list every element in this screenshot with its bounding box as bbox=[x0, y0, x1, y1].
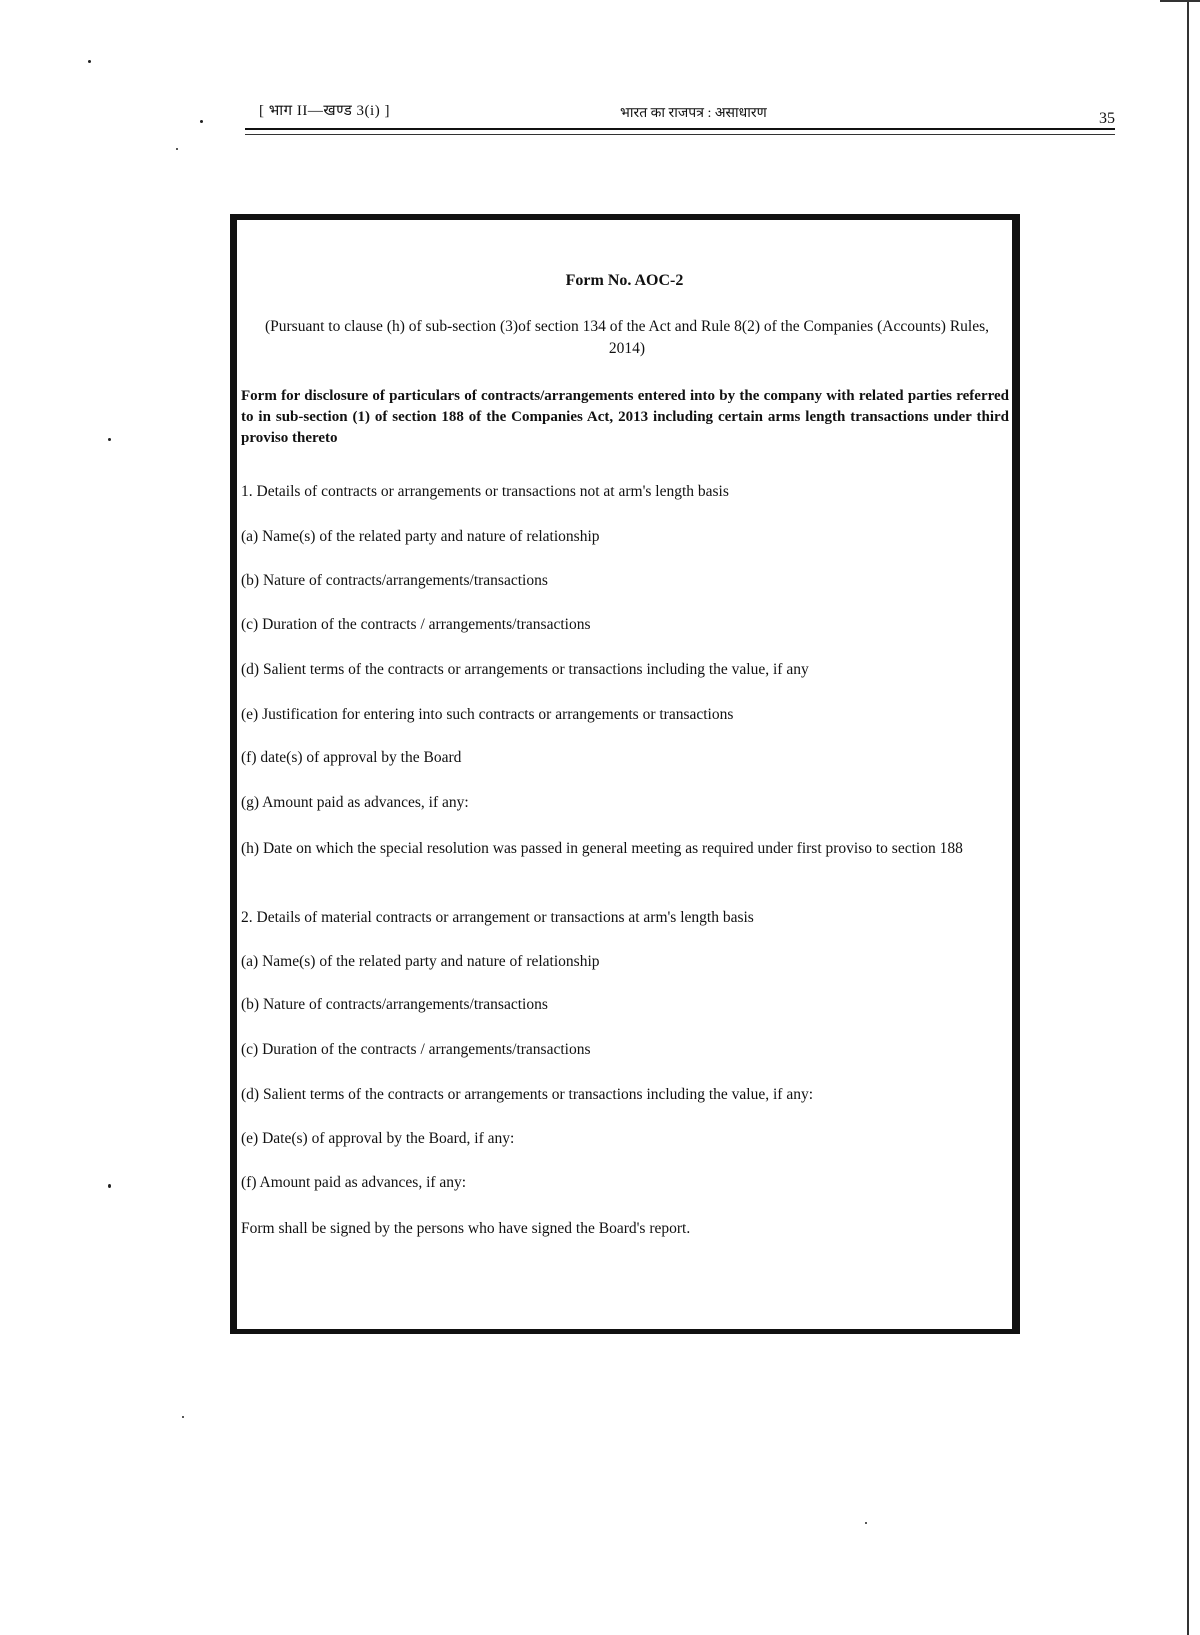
section1-heading: 1. Details of contracts or arrangements or transactions not at arm's length basis bbox=[241, 483, 729, 500]
section2-item-e: (e) Date(s) of approval by the Board, if any: bbox=[241, 1130, 515, 1147]
section1-item-g: (g) Amount paid as advances, if any: bbox=[241, 794, 469, 811]
section2-item-d: (d) Salient terms of the contracts or arrangements or transactions including the value, if any: bbox=[241, 1086, 814, 1103]
page-header bbox=[245, 96, 1115, 136]
section1-item-a: (a) Name(s) of the related party and nature of relationship bbox=[241, 528, 600, 545]
section2-item-a: (a) Name(s) of the related party and nature of relationship bbox=[241, 953, 600, 970]
header-rule-thin bbox=[245, 134, 1115, 135]
signature-note: Form shall be signed by the persons who have signed the Board's report. bbox=[241, 1220, 691, 1237]
pursuant-clause: (Pursuant to clause (h) of sub-section (3)of section 134 of the Act and Rule 8(2) of the Companies (Accounts) Rules, 2014) bbox=[264, 318, 990, 357]
scan-speck bbox=[865, 1522, 867, 1524]
scan-edge-line bbox=[1187, 0, 1189, 1635]
scan-speck bbox=[176, 148, 178, 150]
section2-item-c: (c) Duration of the contracts / arrangements/transactions bbox=[241, 1041, 591, 1058]
form-title: Form No. AOC-2 bbox=[565, 272, 684, 289]
section2-item-f: (f) Amount paid as advances, if any: bbox=[241, 1174, 467, 1191]
scan-speck bbox=[200, 120, 203, 123]
section2-item-b: (b) Nature of contracts/arrangements/transactions bbox=[241, 996, 548, 1013]
scan-speck bbox=[88, 60, 91, 63]
gazette-title: भारत का राजपत्र : असाधारण bbox=[620, 106, 767, 121]
page-number: 35 bbox=[1099, 110, 1115, 127]
section2-heading: 2. Details of material contracts or arrangement or transactions at arm's length basis bbox=[241, 909, 754, 926]
section1-item-c: (c) Duration of the contracts / arrangements/transactions bbox=[241, 616, 591, 633]
scan-speck bbox=[182, 1416, 184, 1418]
scan-edge-line bbox=[1160, 0, 1200, 2]
section1-item-f: (f) date(s) of approval by the Board bbox=[241, 749, 462, 766]
section1-item-b: (b) Nature of contracts/arrangements/transactions bbox=[241, 572, 548, 589]
scan-speck bbox=[108, 438, 111, 441]
section1-item-h: (h) Date on which the special resolution was passed in general meeting as required under first proviso to section 188 bbox=[241, 840, 963, 857]
scan-speck bbox=[108, 1184, 111, 1188]
disclosure-heading: Form for disclosure of particulars of contracts/arrangements entered into by the company with related parties referred to in sub-section (1) of section 188 of the Companies Act, 2013 including certain arms length transactions under third proviso thereto bbox=[241, 388, 1009, 446]
header-rule bbox=[245, 128, 1115, 130]
section1-item-d: (d) Salient terms of the contracts or arrangements or transactions including the value, if any bbox=[241, 661, 809, 678]
form-box bbox=[230, 214, 1020, 1334]
gazette-part-label: [ भाग II—खण्ड 3(i) ] bbox=[259, 103, 390, 119]
section1-item-e: (e) Justification for entering into such contracts or arrangements or transactions bbox=[241, 706, 734, 723]
